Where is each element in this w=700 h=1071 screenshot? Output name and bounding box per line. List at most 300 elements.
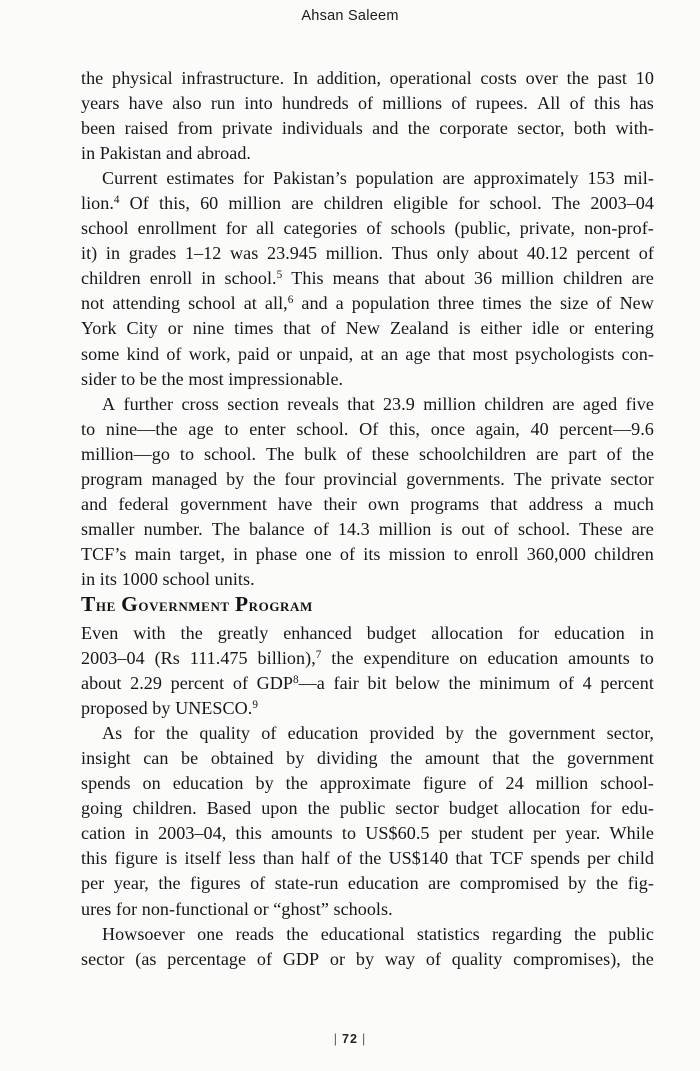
text-word: over <box>525 68 558 88</box>
text-word: years <box>81 93 120 114</box>
text-word: in <box>639 622 654 643</box>
text-word: of <box>250 873 266 894</box>
text-word: physical <box>111 68 173 88</box>
text-word: all,$^6$ <box>264 293 294 314</box>
text-word: Howsoever <box>102 923 185 944</box>
text-word: three <box>437 293 475 314</box>
text-word: 40 <box>530 418 549 439</box>
text-word: for <box>225 218 247 239</box>
text-line <box>81 417 654 442</box>
text-word: times <box>234 318 274 339</box>
text-word: education <box>287 723 359 744</box>
text-word: half <box>301 848 330 869</box>
text-word: 2003–04 <box>590 193 654 214</box>
paragraph <box>81 66 654 166</box>
text-word: that <box>490 493 518 514</box>
text-word: approximate <box>319 773 411 794</box>
text-line <box>81 216 654 241</box>
section-heading <box>81 592 654 621</box>
text-word: categories <box>283 218 358 239</box>
text-word: student <box>471 823 524 844</box>
text-word: 360,000 <box>526 543 586 564</box>
text-word: GDP$^8$—a <box>256 673 325 694</box>
text-word: governments. <box>406 468 505 489</box>
text-word: The <box>513 468 543 489</box>
text-word: percent <box>576 243 631 264</box>
text-word: five <box>625 393 654 414</box>
text-word: are <box>428 873 451 894</box>
text-word: estimates <box>166 168 235 189</box>
text-word: As <box>102 723 123 744</box>
text-word: edu- <box>621 798 654 819</box>
footnote-marker: 6 <box>287 294 294 307</box>
text-word: less <box>228 848 256 869</box>
text-word: The <box>551 193 581 214</box>
text-word: by <box>286 748 305 769</box>
text-word: the <box>359 848 382 869</box>
text-word: are <box>291 193 314 214</box>
text-word: can <box>143 748 169 769</box>
text-word: much <box>613 493 654 514</box>
text-word: eligible <box>393 193 449 214</box>
text-word: mil- <box>623 168 654 189</box>
text-word: 10 <box>635 68 654 88</box>
paragraph <box>81 922 654 972</box>
text-word: work, <box>188 343 231 364</box>
text-word: nine—the <box>105 418 178 439</box>
text-word: upon <box>261 798 298 819</box>
text-word: smaller <box>81 518 135 539</box>
text-word: children <box>562 268 623 289</box>
text-word: figure <box>422 773 467 794</box>
text-word: enroll <box>476 543 519 564</box>
text-word: of <box>366 218 382 239</box>
text-word: about <box>424 268 465 289</box>
text-word: percent <box>600 673 654 694</box>
text-line <box>81 442 654 467</box>
text-word: the <box>566 68 589 88</box>
text-word: some <box>81 343 120 364</box>
folio-rule-right: | <box>361 1032 367 1046</box>
text-word: itself <box>184 848 222 869</box>
text-word: compromised <box>459 873 559 894</box>
text-word: of <box>313 518 329 539</box>
text-word: of <box>336 848 352 869</box>
text-word: school <box>188 293 236 314</box>
text-word: also <box>172 93 202 114</box>
text-word: The <box>211 518 241 539</box>
text-word: (public, <box>454 218 511 239</box>
text-word: Of <box>129 193 149 214</box>
text-line: in its 1000 school units. <box>81 568 255 589</box>
text-word: infrastructure. <box>181 68 285 88</box>
text-word: of <box>346 443 362 464</box>
text-word: phase <box>255 543 298 564</box>
text-word: population <box>351 293 430 314</box>
text-word: is <box>458 318 471 339</box>
text-line: in Pakistan and abroad. <box>81 143 251 164</box>
text-word: statistics <box>416 923 480 944</box>
text-word: run <box>210 93 236 114</box>
text-word: sector, <box>517 118 565 139</box>
text-word: to <box>224 418 239 439</box>
text-word: million <box>423 393 476 414</box>
heading-word: Government <box>121 591 230 616</box>
text-line <box>81 316 654 341</box>
heading-initial-cap: P <box>234 591 249 616</box>
text-word: schools <box>390 218 446 239</box>
text-word: target, <box>179 543 226 564</box>
text-word: balance <box>249 518 305 539</box>
text-word: program <box>81 468 143 489</box>
text-word: by <box>226 468 245 489</box>
text-word: 23.9 <box>382 393 415 414</box>
text-word: 1–12 <box>184 243 222 264</box>
text-word: children <box>594 543 654 564</box>
text-word: school. <box>518 518 571 539</box>
text-line <box>81 796 654 821</box>
text-word: (Rs <box>154 648 180 669</box>
text-line <box>81 721 654 746</box>
text-word: that <box>455 848 483 869</box>
text-word: again, <box>475 418 520 439</box>
text-word: In <box>292 68 309 88</box>
text-word: of <box>256 948 273 969</box>
text-word: of <box>357 93 374 114</box>
text-line <box>81 517 654 542</box>
text-word: All <box>537 93 561 114</box>
text-word: children <box>484 393 544 414</box>
text-word: both <box>573 118 607 139</box>
text-word: going <box>81 798 123 819</box>
text-word: that <box>388 268 416 289</box>
text-word: all <box>256 218 275 239</box>
heading-word: Program <box>234 591 313 616</box>
text-word: school.$^5$ <box>224 268 283 289</box>
text-word: grades <box>128 243 177 264</box>
text-word: this <box>594 93 621 114</box>
text-word: public <box>608 923 654 944</box>
text-word: into <box>244 93 273 114</box>
text-word: per <box>587 848 611 869</box>
text-word: most <box>472 343 508 364</box>
text-word: 153 <box>587 168 615 189</box>
text-word: addition, <box>316 68 382 88</box>
text-word: New <box>619 293 654 314</box>
text-word: or <box>569 318 585 339</box>
text-line <box>81 922 654 947</box>
text-word: TCF’s <box>81 543 127 564</box>
text-word: to <box>453 543 468 564</box>
text-word: unpaid, <box>299 343 354 364</box>
text-word: billion),$^7$ <box>257 648 322 669</box>
text-line <box>81 392 654 417</box>
text-word: are <box>536 443 559 464</box>
text-word: lion.$^4$ <box>81 193 120 214</box>
text-word: means <box>332 268 380 289</box>
text-word: times <box>482 293 522 314</box>
text-word: in <box>134 823 149 844</box>
text-word: programs <box>410 493 480 514</box>
text-word: and <box>81 493 108 514</box>
text-line <box>81 66 654 91</box>
text-word: million <box>501 268 554 289</box>
text-word: not <box>81 293 105 314</box>
text-word: size <box>559 293 589 314</box>
text-word: schoolchildren <box>419 443 527 464</box>
text-word: corporate <box>439 118 508 139</box>
text-word: the <box>631 443 654 464</box>
text-word: percent—9.6 <box>559 418 654 439</box>
text-word: year, <box>113 873 149 894</box>
text-word: cross <box>181 393 219 414</box>
text-word: percent <box>170 673 225 694</box>
text-word: provincial <box>323 468 398 489</box>
text-word: from <box>177 118 213 139</box>
paragraph <box>81 621 654 721</box>
text-word: of <box>596 293 612 314</box>
text-word: children. <box>132 798 197 819</box>
text-line <box>81 947 654 972</box>
text-word: four <box>284 468 315 489</box>
heading-initial-cap: T <box>81 591 96 616</box>
text-word: this <box>81 848 108 869</box>
text-word: TCF <box>489 848 524 869</box>
text-word: have <box>128 93 164 114</box>
text-word: hundreds <box>281 93 349 114</box>
text-word: The <box>266 443 295 464</box>
text-line <box>81 116 654 141</box>
text-word: government <box>508 723 596 744</box>
text-word: at <box>360 343 374 364</box>
text-word: out <box>461 518 485 539</box>
text-word: private, <box>519 218 575 239</box>
text-word: education <box>172 773 244 794</box>
text-word: dividing <box>316 748 378 769</box>
text-word: of <box>339 543 356 564</box>
text-word: percentage <box>167 948 247 969</box>
text-word: of <box>569 93 585 114</box>
text-word: the <box>448 673 471 694</box>
text-word: attending <box>112 293 181 314</box>
text-word: aged <box>582 393 618 414</box>
text-word: psychologists <box>515 343 615 364</box>
text-word: has <box>629 93 654 114</box>
folio-rule-left: | <box>333 1032 339 1046</box>
text-word: school. <box>296 418 349 439</box>
text-word: While <box>609 823 654 844</box>
text-word: of <box>558 673 574 694</box>
text-line <box>81 342 654 367</box>
text-word: million <box>228 193 282 214</box>
text-word: a <box>335 293 344 314</box>
text-word: in <box>233 543 248 564</box>
text-word: this, <box>389 418 420 439</box>
text-word: been <box>81 118 116 139</box>
text-word: education <box>554 622 625 643</box>
text-word: greatly <box>217 622 269 643</box>
text-word: million—go <box>81 443 170 464</box>
text-word: 36 <box>474 268 493 289</box>
text-word: costs <box>480 68 517 88</box>
text-word: or <box>276 343 292 364</box>
text-word: at <box>243 293 257 314</box>
text-word: below <box>395 673 440 694</box>
text-line <box>81 646 654 671</box>
text-word: these <box>371 443 410 464</box>
running-head: Ahsan Saleem <box>301 8 399 24</box>
text-word: enroll <box>149 268 193 289</box>
text-word: education <box>487 648 559 669</box>
text-word: by <box>568 873 587 894</box>
text-word: the <box>390 748 413 769</box>
text-word: Of <box>359 418 379 439</box>
text-word: to <box>81 418 96 439</box>
text-word: for <box>590 798 612 819</box>
text-line <box>81 191 654 216</box>
text-word: child <box>617 848 654 869</box>
text-word: that <box>437 343 466 364</box>
text-word: the <box>595 873 619 894</box>
text-word: million. <box>325 243 383 264</box>
text-line <box>81 166 654 191</box>
text-word: by <box>255 773 274 794</box>
text-word: allocation <box>508 798 581 819</box>
text-word: by <box>355 948 375 969</box>
text-word: 2003–04, <box>158 823 227 844</box>
text-word: millions <box>382 93 443 114</box>
text-word: York <box>81 318 117 339</box>
text-word: of <box>451 93 467 114</box>
text-word: either <box>480 318 523 339</box>
text-word: entering <box>594 318 654 339</box>
text-word: the <box>331 648 354 669</box>
text-word: are <box>631 518 654 539</box>
text-word: it) <box>81 243 98 264</box>
text-word: main <box>134 543 172 564</box>
text-word: provided <box>369 723 435 744</box>
text-word: number. <box>143 518 203 539</box>
text-word: expenditure <box>363 648 450 669</box>
text-word: 60 <box>200 193 219 214</box>
text-word: US$140 <box>388 848 449 869</box>
text-word: enrollment <box>137 218 217 239</box>
text-word: children <box>323 193 384 214</box>
text-word: of <box>261 723 277 744</box>
text-word: reads <box>235 923 275 944</box>
text-word: population <box>355 168 434 189</box>
text-word: private <box>222 118 273 139</box>
text-word: amounts <box>271 823 333 844</box>
text-word: Even <box>81 622 119 643</box>
text-word: Current <box>102 168 158 189</box>
text-word: is <box>440 518 453 539</box>
text-word: US$60.5 <box>365 823 430 844</box>
text-word: government <box>180 493 267 514</box>
text-word: for <box>517 622 540 643</box>
text-word: public <box>339 798 386 819</box>
text-word: sector <box>610 468 654 489</box>
text-word: own <box>367 493 400 514</box>
text-word: for <box>243 168 265 189</box>
text-line <box>81 291 654 316</box>
text-word: the <box>286 923 309 944</box>
text-word: the <box>631 948 654 969</box>
text-word: non-prof- <box>584 218 654 239</box>
text-word: than <box>262 848 295 869</box>
text-line <box>81 621 654 646</box>
text-word: its <box>363 543 381 564</box>
text-word: about <box>477 243 519 264</box>
text-word: the <box>529 293 552 314</box>
text-word: (as <box>135 948 157 969</box>
text-word: to <box>179 443 195 464</box>
text-word: 14.3 <box>337 518 370 539</box>
text-line <box>81 746 654 771</box>
paragraph <box>81 166 654 391</box>
footnote-marker: 5 <box>276 269 283 282</box>
text-word: City <box>126 318 158 339</box>
text-line: proposed by UNESCO.$^9$ <box>81 698 258 719</box>
folio-number: 72 <box>342 1032 358 1046</box>
text-word: allocation <box>431 622 504 643</box>
text-line <box>81 821 654 846</box>
text-word: and <box>372 118 399 139</box>
text-word: to <box>639 648 654 669</box>
text-word: with- <box>615 118 654 139</box>
text-word: 23.945 <box>267 243 318 264</box>
text-word: of <box>493 518 509 539</box>
text-word: fig- <box>627 873 654 894</box>
text-line <box>81 771 654 796</box>
text-word: of <box>425 948 442 969</box>
text-line <box>81 542 654 567</box>
text-word: cation <box>81 823 126 844</box>
text-word: this <box>235 823 262 844</box>
text-word: sector, <box>606 723 654 744</box>
text-word: approximately <box>473 168 579 189</box>
footnote-marker: 9 <box>252 699 258 712</box>
text-word: the <box>158 873 181 894</box>
text-word: regarding <box>491 923 562 944</box>
text-word: spends <box>81 773 131 794</box>
text-word: raised <box>124 118 169 139</box>
text-word: amounts <box>568 648 630 669</box>
text-word: 2003–04 <box>81 648 145 669</box>
text-word: was <box>230 243 259 264</box>
text-word: enter <box>249 418 286 439</box>
text-word: bulk <box>304 443 337 464</box>
text-word: the <box>307 798 330 819</box>
text-word: is <box>165 848 178 869</box>
text-word: 2.29 <box>130 673 162 694</box>
text-word: bit <box>367 673 387 694</box>
text-line <box>81 492 654 517</box>
text-line <box>81 846 654 871</box>
text-word: or <box>167 318 183 339</box>
text-word: spends <box>530 848 580 869</box>
text-word: school- <box>600 773 654 794</box>
text-word: 24 <box>505 773 524 794</box>
text-word: kind <box>126 343 160 364</box>
text-word: New <box>345 318 381 339</box>
text-word: sector <box>81 948 125 969</box>
text-word: budget <box>448 798 499 819</box>
footnote-marker: 4 <box>113 194 120 207</box>
text-line <box>81 266 654 291</box>
text-word: federal <box>118 493 169 514</box>
text-word: mission <box>388 543 446 564</box>
